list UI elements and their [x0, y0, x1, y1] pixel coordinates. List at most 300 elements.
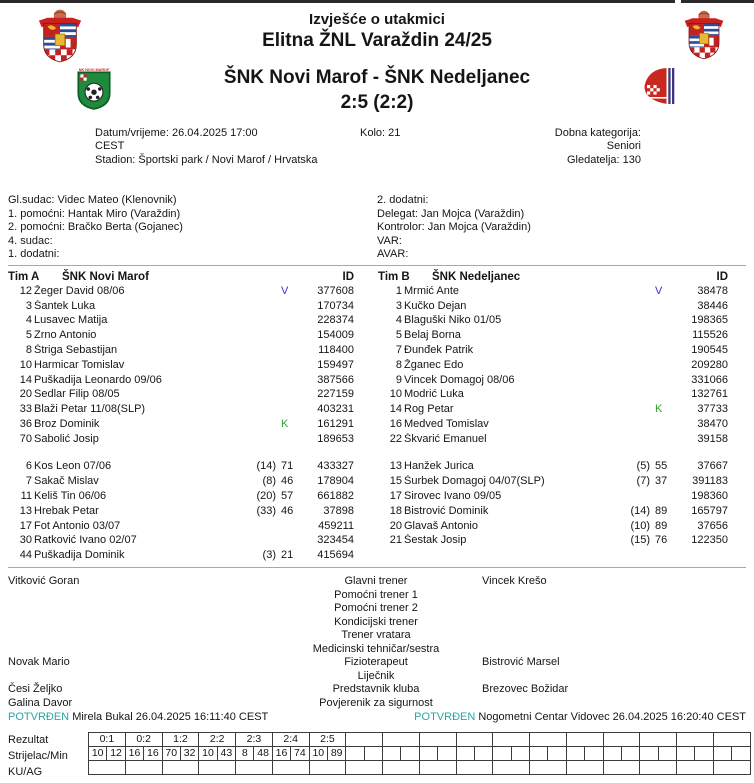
- confirmation-home: [8, 711, 268, 723]
- player-number: 6: [25, 460, 32, 473]
- player-name: Belaj Borna: [404, 329, 461, 342]
- score-scorer-cell: 16: [125, 747, 143, 761]
- sub-replaced-number: (5): [636, 460, 650, 473]
- player-name: Puškadija Dominik: [34, 549, 125, 562]
- score-grid: [0, 732, 754, 782]
- role-marker: K: [281, 417, 289, 430]
- staff-role-label: Kondicijski trener: [334, 615, 418, 628]
- player-number: 4: [395, 314, 402, 327]
- player-name: Zrno Antonio: [34, 329, 97, 342]
- score-scorer-cell: [419, 747, 437, 761]
- player-name: Keliš Tin 06/06: [34, 490, 107, 503]
- player-name: Sabolić Josip: [34, 432, 99, 445]
- starter-row: [8, 374, 354, 389]
- player-number: 9: [395, 373, 402, 386]
- sub-minute: 57: [281, 490, 294, 503]
- player-id: 403231: [317, 403, 354, 416]
- player-name: Bistrović Dominik: [404, 504, 489, 517]
- starter-row: [378, 314, 728, 329]
- score-result-cell: [603, 733, 640, 747]
- staff-role-label: Liječnik: [357, 669, 395, 682]
- player-name: Đunđek Patrik: [404, 343, 474, 356]
- score-kuag-cell: [236, 761, 273, 775]
- player-name: Hrebak Petar: [34, 504, 99, 517]
- score-kuag-cell: [89, 761, 126, 775]
- staff-name-away: Bistrović Marsel: [482, 656, 560, 669]
- staff-role-label: Fizioterapeut: [344, 656, 408, 669]
- player-id: 189653: [317, 432, 354, 445]
- match-title: ŠNK Novi Marof - ŠNK Nedeljanec: [223, 67, 531, 88]
- score-minute-cell: [511, 747, 529, 761]
- score-kuag-cell: [603, 761, 640, 775]
- player-id: 433327: [317, 460, 354, 473]
- team-a-name: ŠNK Novi Marof: [62, 270, 149, 283]
- score-minute-cell: [585, 747, 603, 761]
- player-number: 1: [395, 284, 402, 297]
- official-avar: AVAR:: [377, 248, 409, 261]
- county-federation-logo-left: [36, 8, 84, 64]
- score-scorer-cell: 70: [162, 747, 180, 761]
- staff-role-label: Trener vratara: [341, 629, 411, 642]
- player-id: 154009: [317, 329, 354, 342]
- score-kuag-cell: [162, 761, 199, 775]
- score-kuag-cell: [199, 761, 236, 775]
- score-label-result: Rezultat: [8, 734, 49, 747]
- official-fourth: 4. sudac:: [8, 234, 53, 247]
- substitute-row: [378, 475, 728, 490]
- player-name: Puškadija Leonardo 09/06: [34, 373, 162, 386]
- sub-replaced-number: (20): [256, 490, 276, 503]
- player-id: 377608: [317, 284, 354, 297]
- player-number: 7: [25, 475, 32, 488]
- score-scorer-cell: [346, 747, 364, 761]
- team-b-name: ŠNK Nedeljanec: [432, 270, 521, 283]
- player-number: 7: [395, 343, 402, 356]
- player-id: 118400: [318, 343, 354, 356]
- score-kuag-cell: [272, 761, 309, 775]
- player-name: Sakač Mislav: [34, 475, 99, 488]
- team-b-header: [378, 271, 728, 283]
- home-club-badge-text: NK NOVI MAROF: [78, 67, 110, 72]
- player-number: 10: [389, 388, 402, 401]
- score-result-cell: 1:2: [162, 733, 199, 747]
- player-name: Šantek Luka: [34, 299, 96, 312]
- substitute-row: [378, 490, 728, 505]
- rosters: [0, 266, 754, 564]
- player-number: 11: [20, 490, 32, 503]
- team-b-roster: [378, 266, 728, 564]
- score-scorer-cell: [383, 747, 401, 761]
- match-datetime-line1: Datum/vrijeme: 26.04.2025 17:00: [95, 127, 258, 139]
- score-result-cell: 0:1: [89, 733, 126, 747]
- substitute-row: [8, 460, 354, 475]
- player-id: 38446: [697, 299, 728, 312]
- score-result-cell: [713, 733, 750, 747]
- sub-minute: 21: [281, 549, 294, 562]
- staff-row: [8, 683, 746, 697]
- player-id: 387566: [317, 373, 354, 386]
- score-result-cell: [383, 733, 420, 747]
- player-id: 661882: [317, 490, 354, 503]
- score-minute-cell: 89: [327, 747, 345, 761]
- staff-row: [8, 643, 746, 657]
- starter-row: [378, 403, 728, 418]
- player-name: Škvarić Emanuel: [404, 432, 487, 445]
- staff-row: [8, 629, 746, 643]
- player-number: 8: [25, 343, 32, 356]
- score-minute-cell: [438, 747, 456, 761]
- score-minute-cell: 16: [144, 747, 162, 761]
- player-number: 16: [389, 417, 402, 430]
- staff-row: [8, 656, 746, 670]
- player-id: 37898: [323, 504, 354, 517]
- official-additional-1: 1. dodatni:: [8, 248, 60, 261]
- player-id: 227159: [317, 388, 354, 401]
- score-minute-cell: [474, 747, 492, 761]
- player-id: 323454: [317, 534, 354, 547]
- score-label-kuag: KU/AG: [8, 766, 43, 779]
- officials-right-column: [377, 194, 746, 262]
- score-label-scorer-min: Strijelac/Min: [8, 750, 68, 763]
- player-number: 13: [19, 504, 32, 517]
- player-number: 22: [389, 432, 402, 445]
- substitute-row: [8, 475, 354, 490]
- player-name: Blaguški Niko 01/05: [404, 314, 502, 327]
- score-scorer-cell: [677, 747, 695, 761]
- player-name: Modrić Luka: [404, 388, 464, 401]
- away-club-logo: [640, 66, 678, 106]
- staff-name-home: Novak Mario: [8, 656, 70, 669]
- roster-gap: [8, 447, 354, 460]
- staff-name-away: Vincek Krešo: [482, 575, 547, 588]
- role-marker: K: [655, 403, 663, 416]
- player-name: Šestak Josip: [404, 534, 467, 547]
- starter-row: [378, 359, 728, 374]
- starter-row: [378, 344, 728, 359]
- sub-replaced-number: (33): [256, 504, 276, 517]
- staff-role-label: Povjerenik za sigurnost: [319, 696, 433, 709]
- sub-minute: 76: [655, 534, 668, 547]
- sub-replaced-number: (10): [630, 519, 650, 532]
- sub-replaced-number: (14): [256, 460, 276, 473]
- player-name: Žeger David 08/06: [34, 284, 125, 297]
- score-result-cell: 2:3: [236, 733, 273, 747]
- player-id: 37733: [697, 403, 728, 416]
- sub-minute: 37: [655, 475, 668, 488]
- county-federation-logo-right: [682, 8, 726, 62]
- sub-replaced-number: (14): [630, 504, 650, 517]
- title-block: [110, 11, 644, 114]
- substitute-row: [8, 549, 354, 564]
- sub-minute: 89: [655, 519, 668, 532]
- match-round: Kolo: 21: [360, 127, 401, 139]
- player-name: Mrmić Ante: [404, 284, 460, 297]
- sub-minute: 55: [655, 460, 668, 473]
- player-name: Lusavec Matija: [34, 314, 108, 327]
- player-id: 159497: [317, 358, 354, 371]
- team-a-player-list: [8, 285, 354, 564]
- team-a-label: Tim A: [8, 270, 40, 283]
- team-a-id-header: ID: [342, 270, 354, 283]
- player-id: 198365: [691, 314, 728, 327]
- player-id: 132761: [691, 388, 728, 401]
- official-var: VAR:: [377, 234, 402, 247]
- player-number: 13: [389, 460, 402, 473]
- match-info: [95, 127, 641, 167]
- substitute-row: [8, 505, 354, 520]
- report-title: Izvješće o utakmici: [309, 11, 445, 28]
- team-b-label: Tim B: [378, 270, 410, 283]
- score-scorer-cell: [456, 747, 474, 761]
- score-result-cell: [493, 733, 530, 747]
- score-kuag-cell: [383, 761, 420, 775]
- score-kuag-cell: [493, 761, 530, 775]
- score-row-labels: [8, 732, 68, 780]
- score-scorer-cell: [713, 747, 731, 761]
- official-controller: Kontrolor: Jan Mojca (Varaždin): [377, 221, 531, 234]
- player-name: Kučko Dejan: [404, 299, 467, 312]
- score-result-cell: [419, 733, 456, 747]
- team-b-player-list: [378, 285, 728, 550]
- officials-panel: [0, 194, 754, 262]
- player-number: 5: [395, 329, 402, 342]
- staff-name-home: Česi Željko: [8, 683, 63, 696]
- player-name: Hanžek Jurica: [404, 460, 474, 473]
- score-minute-cell: [695, 747, 713, 761]
- player-number: 8: [395, 358, 402, 371]
- staff-name-home: Galina Davor: [8, 696, 73, 709]
- score-result-cell: [456, 733, 493, 747]
- match-info-right: [535, 127, 641, 167]
- starter-row: [378, 285, 728, 300]
- score-scorer-cell: 10: [89, 747, 107, 761]
- player-name: Vincek Domagoj 08/06: [404, 373, 515, 386]
- match-info-left: [95, 127, 360, 167]
- player-number: 14: [389, 403, 402, 416]
- match-attendance: Gledatelja: 130: [567, 153, 641, 166]
- player-id: 190545: [691, 343, 728, 356]
- confirmation-away-text: Nogometni Centar Vidovec 26.04.2025 16:20:40 CEST: [478, 711, 746, 724]
- confirmed-status-home: POTVRĐEN: [8, 711, 73, 724]
- starter-row: [378, 329, 728, 344]
- score-kuag-cell: [713, 761, 750, 775]
- score-minute-cell: 12: [107, 747, 125, 761]
- confirmation-away: [414, 711, 746, 723]
- roster-gap: [378, 447, 728, 460]
- score-minute-cell: [401, 747, 419, 761]
- player-id: 122350: [691, 534, 728, 547]
- player-name: Fot Antonio 03/07: [34, 519, 121, 532]
- player-id: 37656: [697, 519, 728, 532]
- player-name: Broz Dominik: [34, 417, 100, 430]
- player-name: Blaži Petar 11/08(SLP): [34, 403, 146, 416]
- substitute-row: [8, 534, 354, 549]
- player-name: Šurbek Domagoj 04/07(SLP): [404, 475, 545, 488]
- score-minute-cell: [732, 747, 750, 761]
- starter-row: [8, 403, 354, 418]
- player-number: 3: [395, 299, 402, 312]
- official-assistant-2: 2. pomoćni: Bračko Berta (Gojanec): [8, 221, 183, 234]
- starter-row: [8, 418, 354, 433]
- player-id: 391183: [692, 475, 728, 488]
- player-id: 415694: [317, 549, 354, 562]
- player-number: 30: [19, 534, 32, 547]
- player-name: Ratković Ivano 02/07: [34, 534, 137, 547]
- player-number: 5: [25, 329, 32, 342]
- score-result-cell: [530, 733, 567, 747]
- score-result-cell: [640, 733, 677, 747]
- player-name: Rog Petar: [404, 403, 454, 416]
- sub-minute: 46: [281, 475, 294, 488]
- player-number: 17: [389, 490, 402, 503]
- competition-title: Elitna ŽNL Varaždin 24/25: [262, 30, 492, 51]
- match-stadium: Stadion: Športski park / Novi Marof / Hrvatska: [95, 153, 318, 166]
- player-number: 10: [19, 358, 32, 371]
- starter-row: [8, 314, 354, 329]
- substitute-row: [378, 520, 728, 535]
- player-id: 178904: [317, 475, 354, 488]
- player-id: 331066: [691, 373, 728, 386]
- player-number: 12: [19, 284, 32, 297]
- starter-row: [378, 300, 728, 315]
- report-header: [0, 0, 754, 118]
- team-a-roster: [8, 266, 354, 564]
- role-marker: V: [655, 284, 663, 297]
- sub-replaced-number: (3): [262, 549, 276, 562]
- starter-row: [8, 388, 354, 403]
- player-name: Kos Leon 07/06: [34, 460, 112, 473]
- sub-minute: 71: [281, 460, 294, 473]
- substitute-row: [8, 490, 354, 505]
- score-result-cell: [566, 733, 603, 747]
- staff-row: [8, 697, 746, 711]
- player-number: 36: [19, 417, 32, 430]
- player-number: 15: [389, 475, 402, 488]
- score-result-cell: [346, 733, 383, 747]
- player-id: 459211: [318, 519, 354, 532]
- score-minute-cell: [364, 747, 382, 761]
- player-number: 70: [19, 432, 32, 445]
- score-kuag-cell: [125, 761, 162, 775]
- player-number: 14: [19, 373, 32, 386]
- score-scorer-cell: 10: [309, 747, 327, 761]
- score-table: [88, 732, 751, 775]
- staff-role-label: Predstavnik kluba: [332, 683, 420, 696]
- player-number: 4: [25, 314, 32, 327]
- score-result-cell: [677, 733, 714, 747]
- starter-row: [8, 359, 354, 374]
- score-result-cell: 0:2: [125, 733, 162, 747]
- player-name: Medved Tomislav: [404, 417, 489, 430]
- player-id: 165797: [691, 504, 728, 517]
- home-club-logo: [76, 66, 112, 110]
- staff-row: [8, 616, 746, 630]
- player-id: 161291: [317, 417, 354, 430]
- player-id: 38470: [697, 417, 728, 430]
- match-category: Dobna kategorija: Seniori: [554, 127, 641, 153]
- score-kuag-cell: [566, 761, 603, 775]
- confirmation-bar: [0, 711, 754, 725]
- staff-row: [8, 670, 746, 684]
- starter-row: [8, 329, 354, 344]
- team-b-id-header: ID: [716, 270, 728, 283]
- score-kuag-cell: [419, 761, 456, 775]
- score-scorer-cell: 10: [199, 747, 217, 761]
- substitute-row: [378, 505, 728, 520]
- player-id: 170734: [317, 299, 354, 312]
- player-number: 20: [389, 519, 402, 532]
- score-result-cell: 2:4: [272, 733, 309, 747]
- score-kuag-cell: [530, 761, 567, 775]
- player-name: Žganec Edo: [404, 358, 464, 371]
- substitute-row: [378, 534, 728, 549]
- player-name: Harmicar Tomislav: [34, 358, 125, 371]
- score-scorer-cell: 8: [236, 747, 254, 761]
- player-id: 39158: [697, 432, 728, 445]
- official-additional-2: 2. dodatni:: [377, 194, 429, 207]
- score-result-cell: 2:5: [309, 733, 346, 747]
- score-minute-cell: 32: [180, 747, 198, 761]
- starter-row: [8, 300, 354, 315]
- player-id: 37667: [697, 460, 728, 473]
- sub-minute: 46: [281, 504, 294, 517]
- score-kuag-cell: [309, 761, 346, 775]
- player-name: Štriga Sebastijan: [34, 343, 118, 356]
- staff-name-home: Vitković Goran: [8, 575, 80, 588]
- score-minute-cell: 43: [217, 747, 235, 761]
- score-minute-cell: [658, 747, 676, 761]
- score-kuag-cell: [677, 761, 714, 775]
- score-scorer-cell: [530, 747, 548, 761]
- official-main-referee: Gl.sudac: Videc Mateo (Klenovnik): [8, 194, 177, 207]
- score-result-cell: 2:2: [199, 733, 236, 747]
- score-kuag-cell: [456, 761, 493, 775]
- score-minute-cell: 48: [254, 747, 272, 761]
- sub-replaced-number: (8): [262, 475, 276, 488]
- staff-row: [8, 575, 746, 589]
- substitute-row: [8, 520, 354, 535]
- confirmation-home-text: Mirela Bukal 26.04.2025 16:11:40 CEST: [72, 711, 269, 724]
- final-result: 2:5 (2:2): [340, 92, 414, 113]
- score-minute-cell: [621, 747, 639, 761]
- player-id: 228374: [317, 314, 354, 327]
- substitute-row: [378, 460, 728, 475]
- starter-row: [378, 418, 728, 433]
- sub-replaced-number: (15): [630, 534, 650, 547]
- starter-row: [378, 374, 728, 389]
- score-kuag-cell: [640, 761, 677, 775]
- score-scorer-cell: [640, 747, 658, 761]
- score-scorer-cell: 16: [272, 747, 290, 761]
- separator-above-staff: [8, 567, 746, 568]
- player-id: 198360: [691, 490, 728, 503]
- score-kuag-cell: [346, 761, 383, 775]
- player-number: 18: [389, 504, 402, 517]
- player-number: 20: [19, 388, 32, 401]
- score-minute-cell: [548, 747, 566, 761]
- staff-panel: [0, 575, 754, 710]
- team-a-header: [8, 271, 354, 283]
- staff-name-away: Brezovec Božidar: [482, 683, 569, 696]
- score-minute-cell: 74: [291, 747, 309, 761]
- player-name: Sirovec Ivano 09/05: [404, 490, 502, 503]
- official-assistant-1: 1. pomoćni: Hantak Miro (Varaždin): [8, 207, 181, 220]
- score-scorer-cell: [566, 747, 584, 761]
- match-datetime-line2: CEST: [95, 140, 125, 153]
- staff-role-label: Pomoćni trener 1: [334, 588, 418, 601]
- score-scorer-cell: [493, 747, 511, 761]
- score-scorer-cell: [603, 747, 621, 761]
